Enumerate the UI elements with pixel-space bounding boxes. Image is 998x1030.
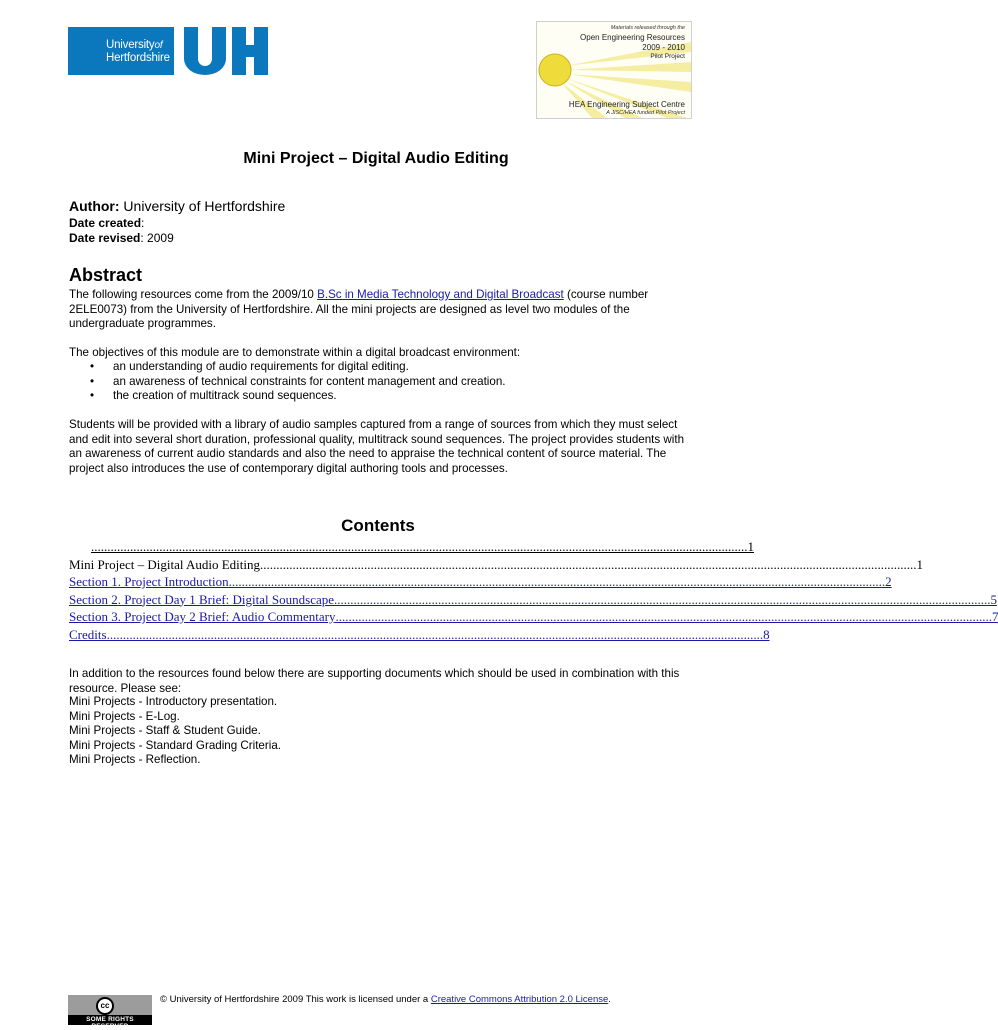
oer-years: 2009 - 2010 (642, 43, 685, 52)
oer-released-text: Materials released through the (610, 25, 685, 31)
toc-leader: .......................................................................................................................................................................................................... (334, 591, 991, 607)
toc-entry-title (69, 538, 91, 556)
abstract-paragraph-3: Students will be provided with a library of audio samples captured from a range of sources from which they must select and edit into several short duration, professional quality, multitrack sound sequences. The project provides students with an awareness of current audio standards and also the need to appraise the technical content of source material. The project also introduces the use of contemporary digital authoring tools and processes. (69, 418, 685, 475)
toc-entry-page: 5 (990, 591, 998, 607)
toc-entry-page: 2 (885, 574, 892, 589)
list-item (88, 360, 505, 375)
footer-text-start: © University of Hertfordshire 2009 This work is licensed under a (160, 994, 431, 1005)
bullet-icon: • (90, 374, 95, 388)
creative-commons-badge[interactable] (68, 995, 152, 1030)
supporting-intro: In addition to the resources found below there are supporting documents which should be used in combination with this resource. Please see: (69, 667, 680, 695)
abstract-heading: Abstract (69, 265, 143, 285)
abstract-paragraph-1 (69, 288, 689, 332)
contents-heading: Contents (341, 516, 415, 535)
author-line (69, 198, 285, 214)
list-item-text: an awareness of technical constraints for content management and creation. (113, 374, 506, 388)
date-created-value: : (141, 216, 145, 230)
oer-pilot: Pilot Project (650, 53, 685, 60)
objectives-list (88, 360, 505, 404)
toc-entry-page: 1 (916, 556, 924, 572)
toc-entry-title: Section 3. Project Day 2 Brief: Audio Commentary (69, 609, 336, 624)
cc-icon: cc (96, 997, 114, 1015)
toc-leader: .......................................................................................................................................................................................................... (106, 626, 764, 642)
author-value: University of Hertfordshire (119, 198, 286, 214)
toc-entry-page: 1 (747, 539, 754, 554)
toc-entry[interactable] (69, 626, 770, 644)
list-item: Mini Projects - Reflection. (69, 753, 201, 766)
list-item: Mini Projects - Staff & Student Guide. (69, 724, 261, 737)
toc-leader: .......................................................................................................................................................................................................... (335, 609, 992, 624)
oer-logo (536, 21, 692, 119)
cc-badge-text: SOME RIGHTS RESERVED (86, 1016, 134, 1030)
toc-entry-page: 8 (763, 626, 770, 642)
supporting-list (69, 695, 281, 768)
toc-entry-title: Section 1. Project Introduction (69, 574, 229, 589)
toc-entry-page: 7 (991, 609, 998, 624)
footer-license-text (160, 994, 611, 1005)
uh-initials-logo (180, 27, 270, 75)
list-item (88, 389, 505, 404)
list-item-text: an understanding of audio requirements for digital editing. (113, 360, 409, 373)
list-item: Mini Projects - E-Log. (69, 709, 180, 723)
abstract-p1-text: The following resources come from the 2009/10 (69, 288, 318, 301)
toc-entry[interactable] (69, 573, 892, 591)
university-name-line2: Hertfordshire (106, 52, 170, 64)
toc-entry-title: Mini Project – Digital Audio Editing (69, 556, 261, 572)
toc-leader: .......................................................................................................................................................................................................... (260, 556, 917, 572)
oer-centre: HEA Engineering Subject Centre (568, 100, 685, 109)
university-logo-panel (68, 27, 174, 75)
table-of-contents (69, 538, 998, 643)
list-item: Mini Projects - Standard Grading Criteria. (69, 738, 281, 752)
date-revised-value: : 2009 (140, 231, 174, 245)
oer-funded: A JISC/HEA funded Pilot Project (606, 110, 685, 116)
document-title: Mini Project – Digital Audio Editing (243, 150, 509, 167)
bullet-icon: • (90, 360, 95, 373)
list-item-text: the creation of multitrack sound sequences. (113, 389, 337, 402)
toc-entry-title: Credits (69, 626, 107, 642)
toc-entry[interactable] (69, 556, 924, 574)
oer-name: Open Engineering Resources (580, 33, 685, 42)
university-logo (68, 27, 270, 75)
date-created-label: Date created (69, 216, 142, 230)
toc-entry-title: Section 2. Project Day 1 Brief: Digital Soundscape (69, 591, 335, 607)
toc-leader: .......................................................................................................................................................................................................... (91, 539, 748, 554)
toc-leader: .......................................................................................................................................................................................................... (228, 574, 886, 589)
university-name (106, 39, 170, 64)
abstract-p1-text-end: (course number 2ELE0073) from the University of Hertfordshire. All the mini projects are designed as level two modules of the undergraduate programmes. (69, 288, 649, 330)
list-item (88, 375, 505, 390)
author-label: Author: (69, 198, 120, 214)
university-name-of: of (154, 40, 163, 51)
license-link[interactable]: Creative Commons Attribution 2.0 License (430, 994, 609, 1005)
bullet-icon: • (90, 389, 95, 402)
abstract-paragraph-2: The objectives of this module are to demonstrate within a digital broadcast environment: (69, 346, 521, 359)
date-created-line (69, 216, 144, 230)
date-revised-line (69, 231, 174, 245)
date-revised-label: Date revised (69, 231, 141, 245)
toc-entry[interactable] (69, 538, 754, 556)
course-link[interactable]: B.Sc in Media Technology and Digital Broadcast (317, 288, 564, 301)
footer-text-end: . (608, 994, 611, 1005)
toc-entry[interactable] (69, 608, 998, 626)
toc-entry[interactable] (69, 591, 998, 609)
list-item: Mini Projects - Introductory presentation. (69, 695, 278, 708)
university-name-line1: University (106, 39, 155, 51)
